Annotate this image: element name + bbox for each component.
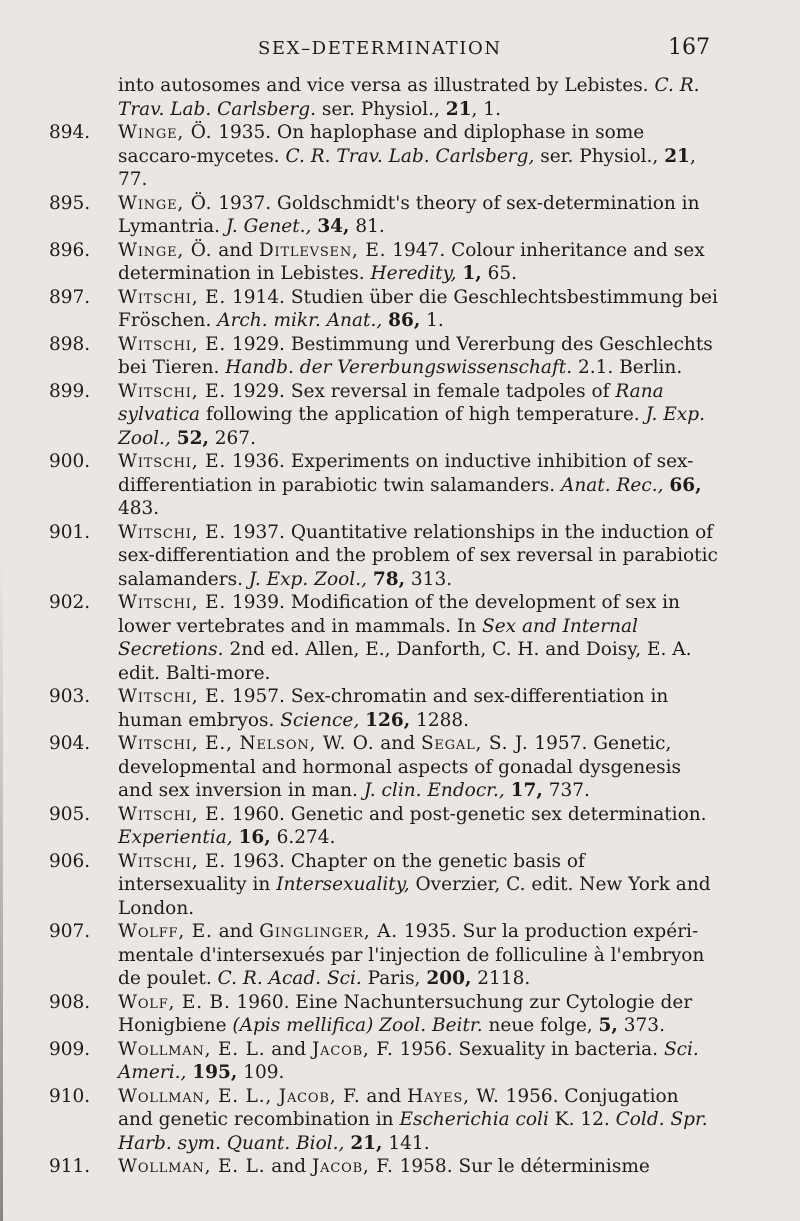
citation-text: following the application of high temperature. — [200, 404, 646, 425]
citation-text: 1947. Colour inheritance and sex determination in Lebistes. — [118, 239, 705, 284]
citation-text: 267. — [208, 427, 256, 449]
volume-number: 1, — [462, 263, 482, 284]
reference-list — [0, 74, 800, 1179]
reference-number: 899. — [49, 380, 91, 402]
reference-entry — [0, 521, 800, 592]
author-names: Witschi, E. — [118, 380, 227, 402]
author-names: Wollman, E. L. — [118, 1038, 266, 1060]
author-names: Witschi, E. — [118, 850, 227, 872]
italic-title: Experientia, — [118, 827, 233, 848]
italic-title: Sex and Internal Secretions. — [118, 615, 638, 660]
reference-text — [118, 732, 718, 803]
author-names: Witschi, E. — [118, 521, 227, 543]
reference-entry — [0, 850, 800, 921]
reference-entry — [0, 685, 800, 732]
italic-title: Heredity, — [370, 263, 457, 284]
volume-number: 195, — [192, 1062, 238, 1083]
reference-entry — [0, 1155, 800, 1179]
volume-number: 21, — [350, 1132, 383, 1154]
citation-text: 1937. Goldschmidt's theory of sex-determination in Lymantria. — [118, 192, 700, 237]
citation-text: 6.274. — [270, 827, 336, 848]
volume-number: 21 — [664, 145, 690, 167]
citation-text: and — [265, 1038, 312, 1060]
reference-entry — [0, 1085, 800, 1156]
reference-number: 905. — [49, 803, 91, 825]
author-names: Segal, S. J. — [420, 733, 529, 754]
reference-text — [118, 192, 718, 239]
volume-number: 34, — [317, 216, 350, 237]
reference-entry — [0, 192, 800, 239]
citation-text: 1936. Experiments on inductive inhibition of sex-differentiation in parabiotic twin salamanders. — [118, 451, 694, 496]
volume-number: 21 — [445, 98, 472, 120]
reference-text — [118, 333, 718, 380]
citation-text: and — [212, 921, 260, 942]
reference-entry — [0, 450, 800, 521]
author-names: Witschi, E. — [118, 451, 227, 472]
citation-text: 2118. — [471, 968, 531, 989]
reference-number: 898. — [49, 333, 91, 355]
reference-text — [118, 450, 718, 521]
italic-title: Arch. mikr. Anat., — [217, 310, 383, 331]
reference-entry — [0, 121, 800, 192]
reference-number: 902. — [49, 592, 91, 613]
author-names: Witschi, E., Nelson, W. O. — [118, 733, 375, 754]
citation-text: 1957. Genetic, developmental and hormonal aspects of gonadal dysgenesis and sex inversion in man. — [118, 733, 682, 801]
author-names: Ginglinger, A. — [259, 921, 398, 942]
reference-text — [118, 991, 718, 1038]
citation-text: 1956. Sexuality in bacteria. — [393, 1038, 664, 1060]
author-names: Wollman, E. L., Jacob, F. — [118, 1085, 361, 1107]
reference-text — [118, 121, 718, 192]
reference-entry — [0, 920, 800, 991]
author-names: Wollman, E. L. — [118, 1156, 266, 1177]
reference-number: 896. — [49, 239, 91, 261]
italic-title: Science, — [280, 709, 360, 731]
page-header — [258, 35, 710, 64]
reference-entry — [0, 333, 800, 380]
citation-text: and — [374, 733, 421, 754]
author-names: Hayes, W. — [407, 1085, 500, 1107]
reference-number: 900. — [49, 451, 91, 472]
reference-text — [118, 286, 718, 333]
citation-text: 1958. Sur le déterminisme — [393, 1156, 650, 1177]
citation-text: 1929. Sex reversal in female tadpoles of — [226, 380, 616, 402]
italic-title: Sci. Ameri., — [118, 1038, 699, 1083]
reference-number: 908. — [49, 991, 91, 1013]
reference-text — [118, 1085, 718, 1156]
reference-number: 895. — [49, 192, 91, 214]
reference-entry — [0, 991, 800, 1038]
citation-text: 483. — [118, 498, 160, 519]
author-names: Witschi, E. — [118, 592, 227, 613]
reference-entry — [0, 286, 800, 333]
reference-entry — [0, 803, 800, 850]
italic-title: Handb. der Vererbungswissenschaft. — [225, 357, 573, 378]
reference-text — [118, 803, 718, 850]
author-names: Witschi, E. — [118, 686, 227, 707]
citation-text: 737. — [542, 780, 590, 801]
volume-number: 52, — [176, 427, 209, 449]
reference-number: 911. — [49, 1156, 91, 1177]
volume-number: 126, — [365, 709, 411, 731]
reference-text — [118, 1038, 718, 1085]
reference-number: 907. — [49, 921, 91, 942]
continuation-entry — [0, 74, 800, 121]
italic-title: Cold. Spr. Harb. sym. Quant. Biol., — [118, 1109, 708, 1154]
reference-number: 897. — [49, 286, 91, 308]
author-names: Ditlevsen, E. — [258, 239, 387, 261]
volume-number: 78, — [372, 568, 406, 590]
italic-title: Escherichia coli — [399, 1109, 549, 1130]
author-names: Winge, Ö. — [118, 192, 213, 214]
citation-text: and — [265, 1156, 312, 1177]
reference-number: 906. — [49, 850, 91, 872]
citation-text: ser. Physiol., — [534, 145, 665, 167]
volume-number: 17, — [510, 780, 543, 801]
citation-text: 1937. Quantitative relationships in the induction of sex-differentiation and the problem of sex reversal in parabiotic salamanders. — [118, 521, 718, 590]
running-title: SEX–DETERMINATION — [258, 38, 502, 59]
citation-text: 109. — [237, 1062, 285, 1083]
page-number: 167 — [668, 35, 710, 60]
continuation-text — [118, 74, 718, 121]
citation-text: 1935. Sur la production expéri-mentale d'intersexués par l'injection de folliculine à l'embryon de poulet. — [118, 921, 705, 989]
citation-text: , 1. — [471, 98, 501, 120]
italic-title: J. Exp. Zool., — [118, 404, 705, 449]
italic-title: C. R. Acad. Sci. — [217, 968, 362, 989]
reference-entry — [0, 380, 800, 451]
italic-title: Rana sylvatica — [118, 380, 664, 425]
citation-text: 81. — [349, 216, 385, 237]
italic-title: C. R. Trav. Lab. Carlsberg. — [118, 75, 700, 120]
reference-number: 894. — [49, 122, 91, 143]
italic-title: J. clin. Endocr., — [363, 780, 505, 801]
citation-text: 1914. Studien über die Geschlechtsbestimmung bei Fröschen. — [118, 286, 718, 331]
italic-title: (Apis mellifica) Zool. Beitr. — [232, 1015, 483, 1036]
citation-text: neue folge, — [482, 1015, 599, 1036]
citation-text: 2.1. Berlin. — [572, 357, 683, 378]
reference-text — [118, 685, 718, 732]
italic-title: J. Exp. Zool., — [248, 568, 367, 590]
volume-number: 5, — [598, 1015, 618, 1036]
reference-text — [118, 920, 718, 991]
citation-text: and — [212, 239, 259, 261]
citation-text: 1957. Sex-chromatin and sex-differentiation in human embryos. — [118, 686, 669, 731]
reference-number: 903. — [49, 686, 91, 707]
volume-number: 16, — [238, 827, 271, 848]
reference-text — [118, 1155, 718, 1179]
reference-text — [118, 850, 718, 921]
author-names: Wolf, E. B. — [118, 991, 231, 1013]
citation-text: into autosomes and vice versa as illustrated by Lebistes. — [118, 75, 655, 96]
citation-text: 1956. Conjugation and genetic recombination in — [118, 1085, 679, 1130]
citation-text: 1963. Chapter on the genetic basis of intersexuality in — [118, 850, 585, 895]
author-names: Jacob, F. — [311, 1038, 394, 1060]
citation-text: and — [360, 1085, 408, 1107]
italic-title: C. R. Trav. Lab. Carlsberg, — [285, 145, 535, 167]
citation-text: 1. — [420, 310, 444, 331]
italic-title: J. Genet., — [225, 216, 312, 237]
author-names: Witschi, E. — [118, 286, 227, 308]
reference-number: 904. — [49, 733, 91, 754]
reference-entry — [0, 732, 800, 803]
citation-text: ser. Physiol., — [315, 98, 446, 120]
reference-text — [118, 591, 718, 685]
reference-text — [118, 239, 718, 286]
italic-title: Anat. Rec., — [561, 474, 664, 496]
citation-text: 313. — [405, 568, 453, 590]
citation-text: 65. — [481, 263, 518, 284]
reference-entry — [0, 239, 800, 286]
citation-text: Paris, — [361, 968, 427, 989]
reference-entry — [0, 1038, 800, 1085]
citation-text: 373. — [617, 1015, 665, 1036]
citation-text: , 77. — [118, 145, 696, 190]
volume-number: 200, — [426, 968, 472, 989]
citation-text: K. 12. — [548, 1109, 616, 1130]
reference-text — [118, 521, 718, 592]
author-names: Wolff, E. — [118, 921, 213, 942]
reference-text — [118, 380, 718, 451]
reference-number: 901. — [49, 521, 91, 543]
volume-number: 66, — [669, 474, 702, 496]
citation-text: 141. — [382, 1132, 430, 1154]
reference-number: 910. — [49, 1085, 91, 1107]
author-names: Witschi, E. — [118, 333, 227, 355]
citation-text: 2nd ed. Allen, E., Danforth, C. H. and Doisy, E. A. edit. Balti-more. — [118, 639, 692, 684]
citation-text: 1939. Modification of the development of sex in lower vertebrates and in mammals. In — [118, 592, 680, 637]
citation-text: 1935. On haplophase and diplophase in some saccaro-mycetes. — [118, 122, 645, 167]
italic-title: Intersexuality, — [276, 874, 410, 895]
author-names: Winge, Ö. — [118, 239, 213, 261]
citation-text: 1960. Eine Nachuntersuchung zur Cytologie der Honigbiene — [118, 991, 693, 1036]
citation-text: 1960. Genetic and post-genetic sex determination. — [226, 803, 707, 825]
author-names: Witschi, E. — [118, 803, 227, 825]
citation-text: 1929. Bestimmung und Vererbung des Geschlechts bei Tieren. — [118, 333, 713, 378]
author-names: Jacob, F. — [311, 1156, 394, 1177]
author-names: Winge, Ö. — [118, 122, 213, 143]
citation-text: 1288. — [410, 709, 470, 731]
reference-number: 909. — [49, 1038, 91, 1060]
volume-number: 86, — [388, 310, 421, 331]
reference-entry — [0, 591, 800, 685]
citation-text: Overzier, C. edit. New York and London. — [118, 874, 711, 919]
